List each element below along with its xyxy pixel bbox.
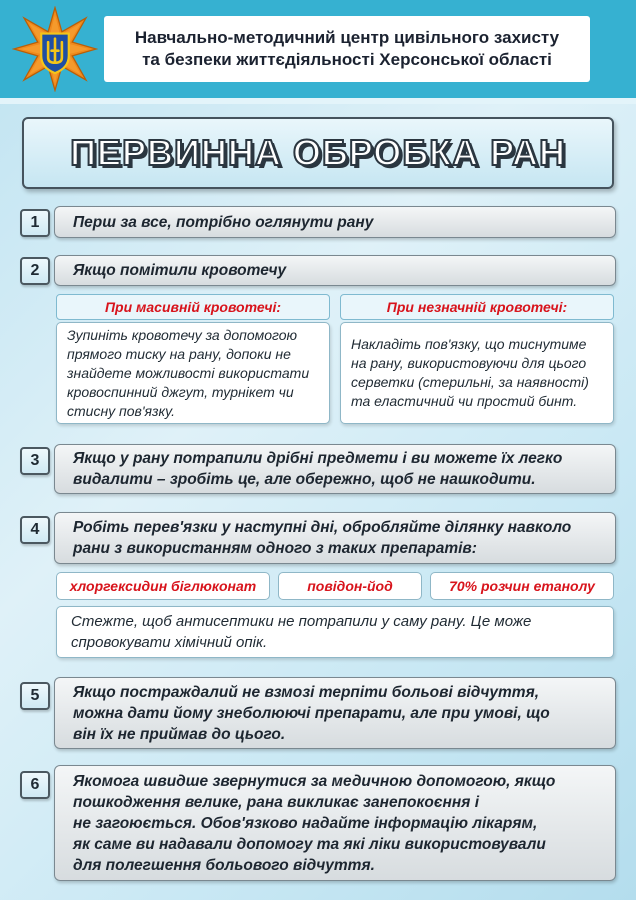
antiseptic-warning-text: Стежте, щоб антисептики не потрапили у саму рану. Це може спровокувати хімічний опік. [71, 613, 532, 651]
minor-bleeding-heading: При незначній кровотечі: [340, 294, 614, 320]
step-1-number: 1 [20, 209, 50, 237]
massive-bleeding-text: Зупиніть кровотечу за допомогою прямого тиску на рану, допоки не знайдете можливості використати кровоспинний джгут, турнікет чи стисну пов'язку. [67, 326, 310, 419]
antiseptic-povidone-iodine: повідон-йод [278, 572, 422, 600]
organization-name-box [104, 16, 590, 82]
antiseptic-chlorhexidine: хлоргексидин біглюконат [56, 572, 270, 600]
page-title: ПЕРВИННА ОБРОБКА РАН [70, 132, 566, 173]
page-title-box [22, 117, 614, 189]
step-1-text: Перш за все, потрібно оглянути рану [54, 206, 616, 238]
step-2-text: Якщо помітили кровотечу [54, 255, 616, 286]
massive-bleeding-heading: При масивній кровотечі: [56, 294, 330, 320]
massive-bleeding-panel [56, 322, 330, 424]
step-6-number: 6 [20, 771, 50, 799]
header-stripe [0, 98, 636, 104]
step-5-text: Якщо постраждалий не взмозі терпіти больові відчуття, можна дати йому знеболюючі препарати, але при умові, що він їх не приймав до цього. [54, 677, 616, 749]
organization-name: Навчально-методичний центр цивільного захисту та безпеки життєдіяльності Херсонської області [134, 28, 560, 69]
step-3-number: 3 [20, 447, 50, 475]
step-6-text: Якомога швидше звернутися за медичною допомогою, якщо пошкодження велике, рана викликає занепокоєння і не загоюється. Обов'язково надайте інформацію лікарям, як саме ви надавали допомогу та які ліки використовували для полегшення больового відчуття. [54, 765, 616, 881]
antiseptic-ethanol: 70% розчин етанолу [430, 572, 614, 600]
step-4-text: Робіть перев'язки у наступні дні, обробляйте ділянку навколо рани з використанням одного з таких препаратів: [54, 512, 616, 564]
minor-bleeding-text: Накладіть пов'язку, що тиснутиме на рану, використовуючи для цього серветки (стерильні, за наявності) та еластичний чи простий бинт. [351, 336, 589, 409]
minor-bleeding-panel [340, 322, 614, 424]
step-2-number: 2 [20, 257, 50, 285]
step-3-text: Якщо у рану потрапили дрібні предмети і ви можете їх легко видалити – зробіть це, але обережно, щоб не нашкодити. [54, 444, 616, 494]
step-4-number: 4 [20, 516, 50, 544]
antiseptic-warning-panel [56, 606, 614, 658]
step-5-number: 5 [20, 682, 50, 710]
civil-protection-emblem-icon [12, 6, 98, 92]
